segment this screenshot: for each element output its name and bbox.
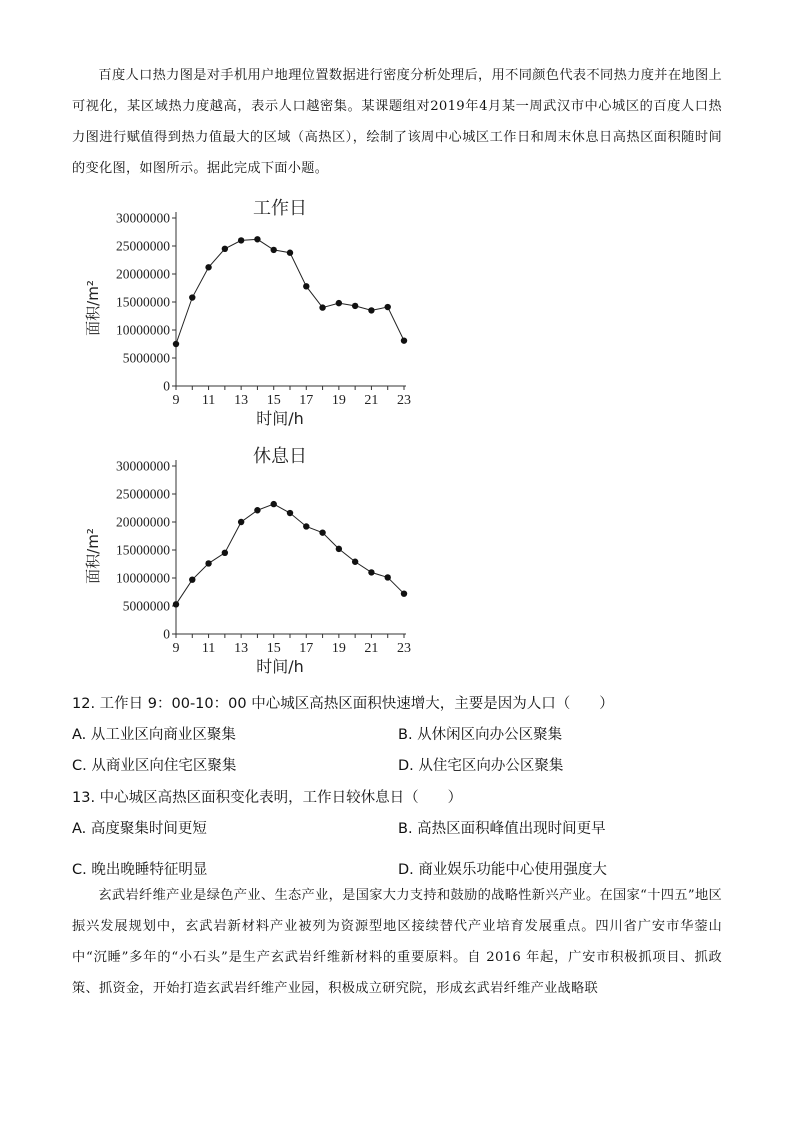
workday-chart xyxy=(70,192,430,432)
y-axis-label: 面积/m² xyxy=(84,280,102,336)
y-tick-label: 30000000 xyxy=(116,458,170,474)
question-12-option-b[interactable]: B. 从休闲区向办公区聚集 xyxy=(398,727,563,743)
data-point xyxy=(205,560,211,566)
y-tick-label: 20000000 xyxy=(116,266,170,282)
y-tick-label: 25000000 xyxy=(116,486,170,502)
data-point xyxy=(352,559,358,565)
x-tick-label: 15 xyxy=(266,393,281,408)
series-line xyxy=(176,504,404,604)
data-point xyxy=(368,569,374,575)
y-axis-label: 面积/m² xyxy=(84,528,102,584)
x-tick-label: 21 xyxy=(364,641,379,656)
data-point xyxy=(271,501,277,507)
x-tick-label: 19 xyxy=(331,393,346,408)
data-point xyxy=(352,303,358,309)
data-point xyxy=(319,304,325,310)
data-point xyxy=(368,307,374,313)
x-tick-label: 13 xyxy=(234,393,249,408)
passage-2: 玄武岩纤维产业是绿色产业、生态产业，是国家大力支持和鼓励的战略性新兴产业。在国家“十四五”地区振兴发展规划中，玄武岩新材料产业被列为资源型地区接续替代产业培育发展重点。四川省广安市华蓥山中“沉睡”多年的“小石头”是生产玄武岩纤维新材料的重要原料。自 2016 年起，广安市积极抓项目、抓政策、抓资金，开始打造玄武岩纤维产业园，积极成立研究院，形成玄武岩纤维产业战略联 xyxy=(72,888,722,996)
y-tick-label: 15000000 xyxy=(116,542,170,558)
data-point xyxy=(303,523,309,529)
x-tick-label: 9 xyxy=(172,393,180,408)
y-tick-label: 10000000 xyxy=(116,322,170,338)
data-point xyxy=(254,507,260,513)
chart-title: 休息日 xyxy=(253,446,307,467)
y-tick-label: 10000000 xyxy=(116,570,170,586)
question-12-stem: 12. 工作日 9：00-10：00 中心城区高热区面积快速增大，主要是因为人口（ ） xyxy=(72,696,614,712)
question-13-option-b[interactable]: B. 高热区面积峰值出现时间更早 xyxy=(398,821,606,837)
data-point xyxy=(205,264,211,270)
data-point xyxy=(385,304,391,310)
y-tick-label: 5000000 xyxy=(122,598,170,614)
y-tick-label: 5000000 xyxy=(122,350,170,366)
data-point xyxy=(254,236,260,242)
data-point xyxy=(287,250,293,256)
data-point xyxy=(401,337,407,343)
y-tick-label: 0 xyxy=(163,626,170,642)
data-point xyxy=(271,247,277,253)
data-point xyxy=(238,519,244,525)
data-point xyxy=(319,529,325,535)
x-tick-label: 17 xyxy=(299,641,314,656)
data-point xyxy=(336,546,342,552)
x-tick-label: 13 xyxy=(234,641,249,656)
workday-chart-svg xyxy=(70,192,430,432)
restday-chart-svg xyxy=(70,440,430,680)
question-13-option-c[interactable]: C. 晚出晚睡特征明显 xyxy=(72,862,208,878)
intro-paragraph: 百度人口热力图是对手机用户地理位置数据进行密度分析处理后，用不同颜色代表不同热力度并在地图上可视化，某区域热力度越高，表示人口越密集。某课题组对2019年4月某一周武汉市中心城区的百度人口热力图进行赋值得到热力值最大的区域（高热区），绘制了该周中心城区工作日和周末休息日高热区面积随时间的变化图，如图所示。据此完成下面小题。 xyxy=(72,68,722,176)
data-point xyxy=(222,246,228,252)
x-axis-label: 时间/h xyxy=(256,409,304,428)
data-point xyxy=(173,601,179,607)
data-point xyxy=(303,283,309,289)
question-13-stem: 13. 中心城区高热区面积变化表明，工作日较休息日（ ） xyxy=(72,790,463,806)
x-tick-label: 9 xyxy=(172,641,180,656)
y-tick-label: 30000000 xyxy=(116,210,170,226)
restday-chart xyxy=(70,440,430,680)
data-point xyxy=(287,510,293,516)
data-point xyxy=(336,300,342,306)
data-point xyxy=(222,550,228,556)
data-point xyxy=(385,574,391,580)
y-tick-label: 20000000 xyxy=(116,514,170,530)
data-point xyxy=(238,237,244,243)
x-tick-label: 17 xyxy=(299,393,314,408)
chart-title: 工作日 xyxy=(253,198,307,219)
x-tick-label: 23 xyxy=(397,393,411,408)
x-tick-label: 11 xyxy=(201,393,216,408)
data-point xyxy=(173,341,179,347)
data-point xyxy=(189,576,195,582)
question-12-option-d[interactable]: D. 从住宅区向办公区聚集 xyxy=(398,758,564,774)
data-point xyxy=(401,590,407,596)
question-12-option-c[interactable]: C. 从商业区向住宅区聚集 xyxy=(72,758,237,774)
x-tick-label: 11 xyxy=(201,641,216,656)
question-12-option-a[interactable]: A. 从工业区向商业区聚集 xyxy=(72,727,236,743)
question-13-option-d[interactable]: D. 商业娱乐功能中心使用强度大 xyxy=(398,862,607,878)
data-point xyxy=(189,294,195,300)
x-tick-label: 23 xyxy=(397,641,411,656)
y-tick-label: 0 xyxy=(163,378,170,394)
y-tick-label: 15000000 xyxy=(116,294,170,310)
x-tick-label: 19 xyxy=(331,641,346,656)
question-13-option-a[interactable]: A. 高度聚集时间更短 xyxy=(72,821,207,837)
y-tick-label: 25000000 xyxy=(116,238,170,254)
x-tick-label: 15 xyxy=(266,641,281,656)
x-axis-label: 时间/h xyxy=(256,657,304,676)
x-tick-label: 21 xyxy=(364,393,379,408)
